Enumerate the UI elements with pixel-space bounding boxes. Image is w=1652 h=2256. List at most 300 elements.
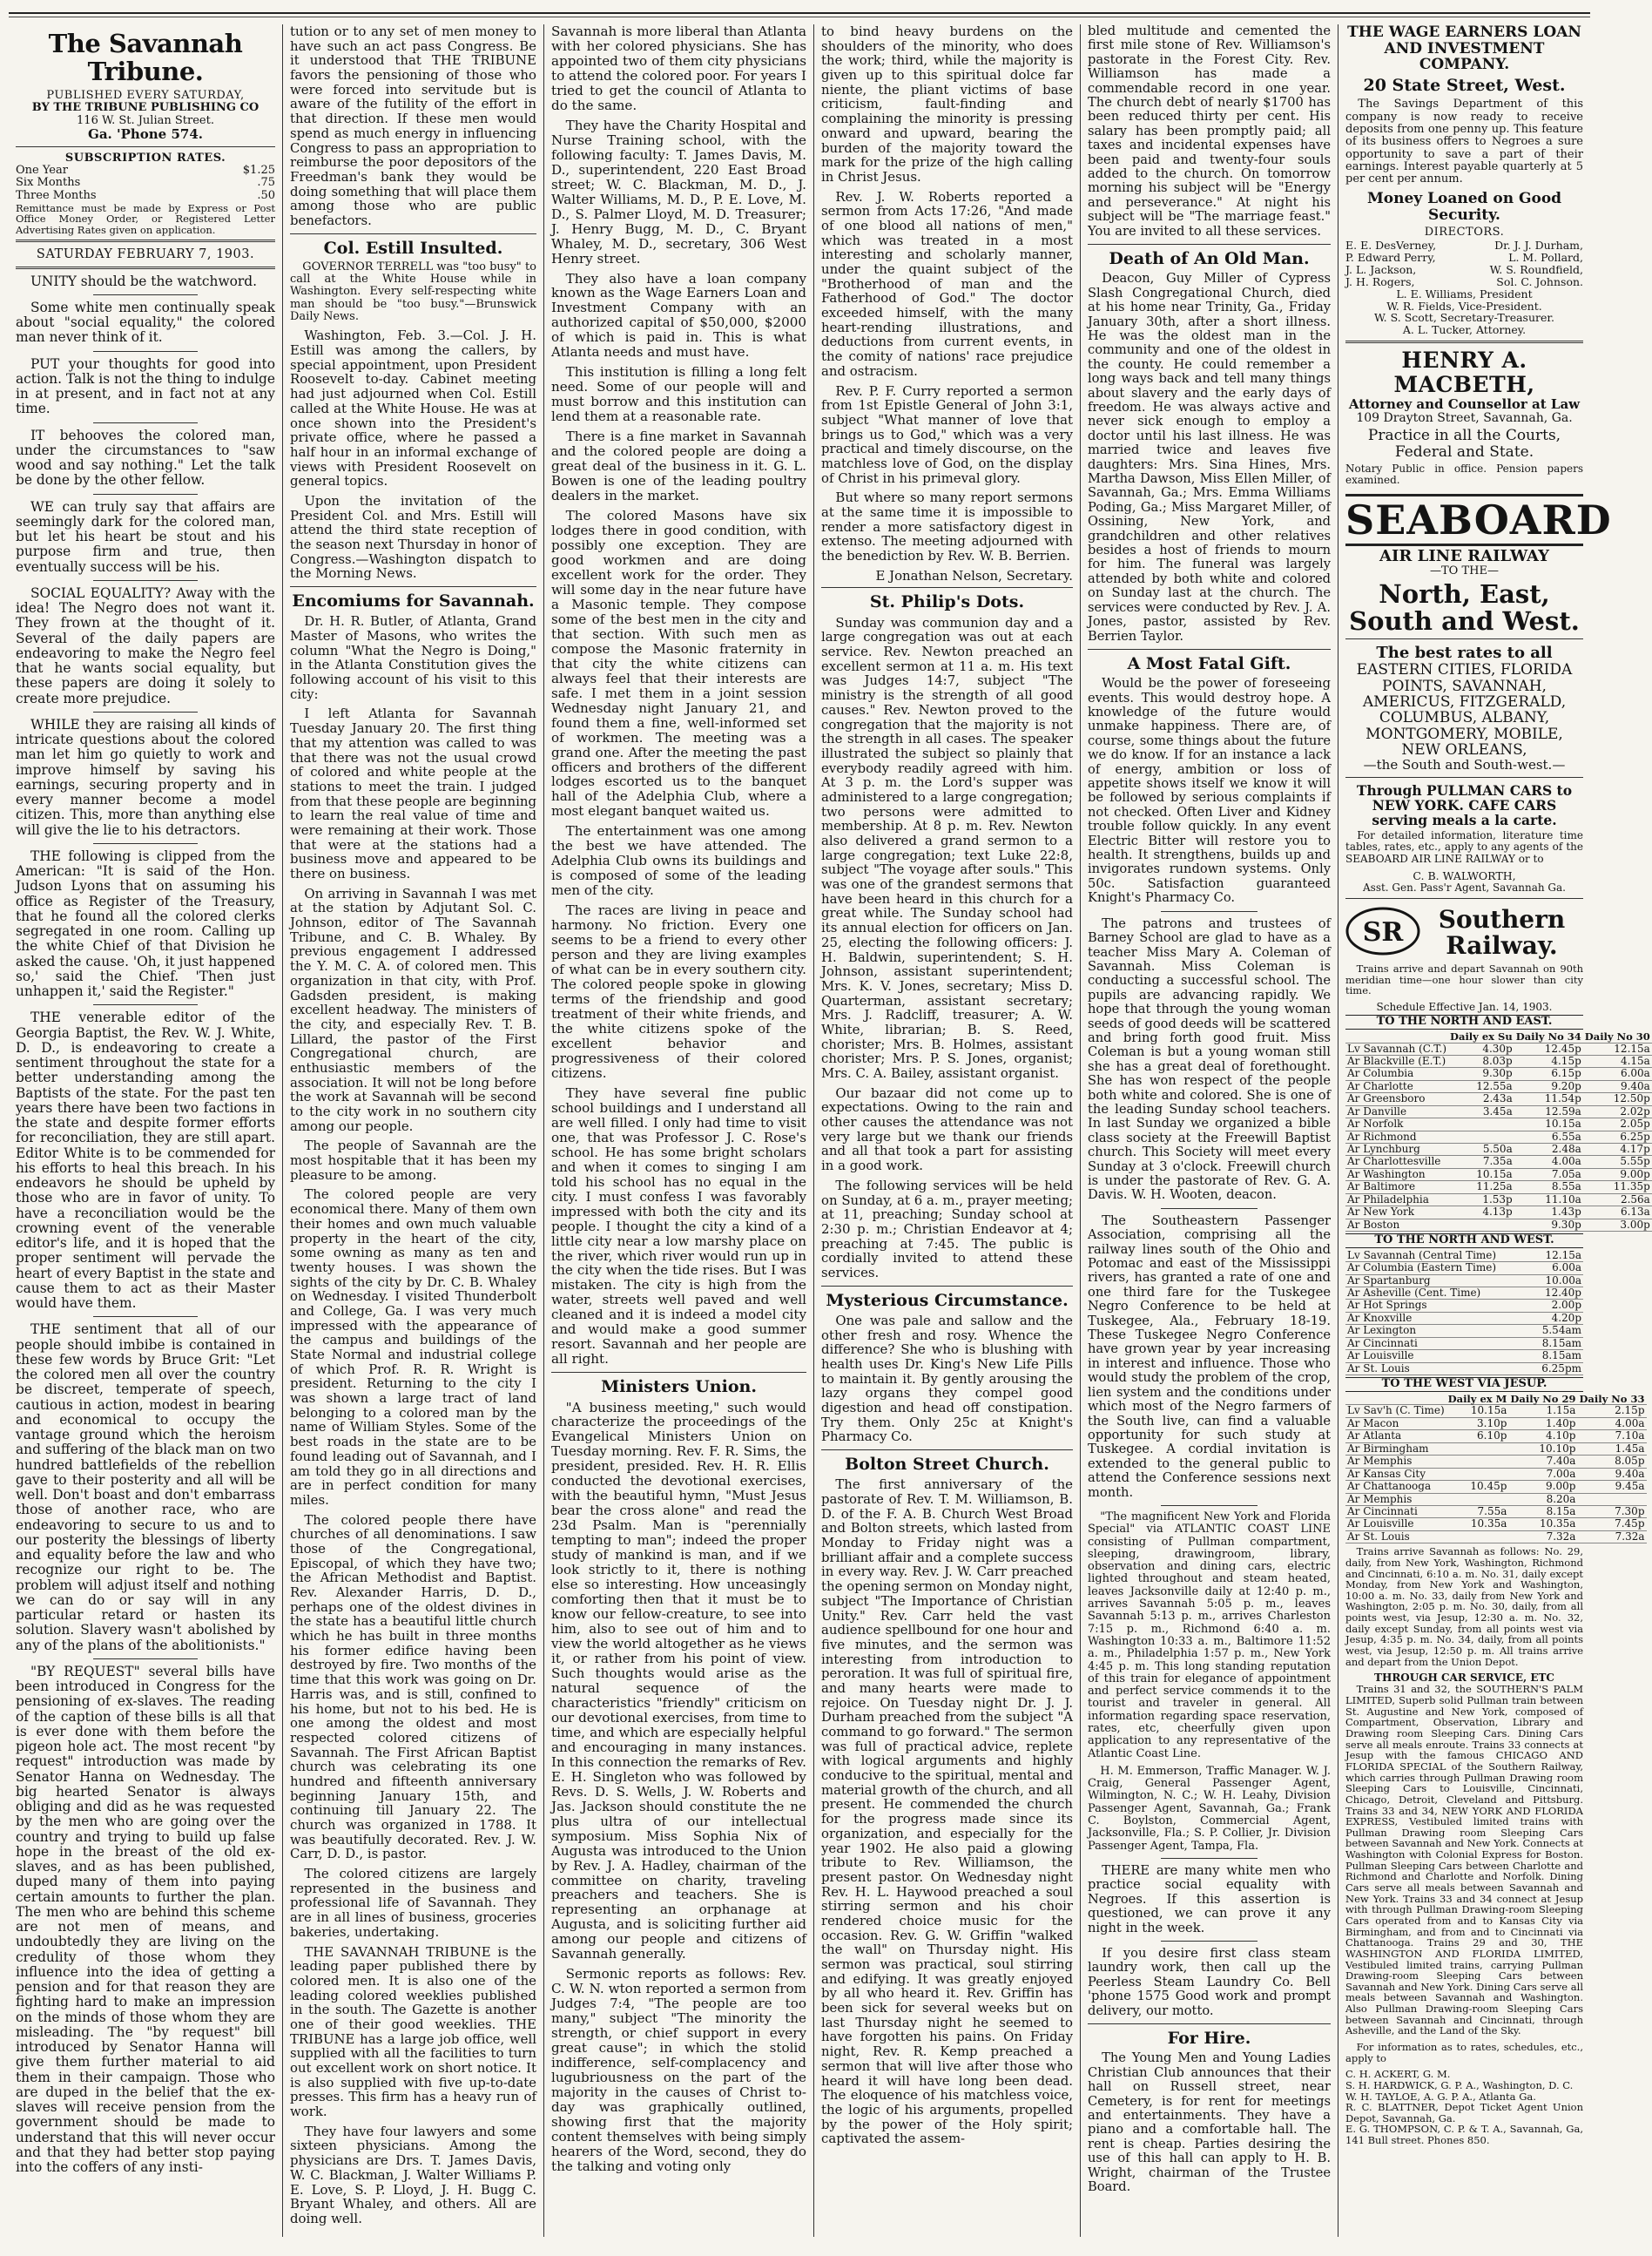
article-paragraph: Sermonic reports as follows: Rev. C. W. N. wton reported a sermon from Judges 7:4, "The people are too many," subject "The minority the strength, or chief support in every great cause"; in which the stolid indifference, self-complacency and lugubriousness on the part of the majority in the causes of Christ to-day was graphically outlined, showing first that the majority content themselves with being simply hearers of the Word, second, they do the talking and voting only	[551, 1966, 806, 2174]
schedule-column-header: Daily No 30	[1584, 1030, 1650, 1043]
macbeth-name: HENRY A. MACBETH,	[1393, 347, 1535, 397]
divider	[1161, 1505, 1258, 1506]
schedule-station: Ar Richmond	[1345, 1131, 1448, 1143]
schedule-station: Ar Danville	[1345, 1105, 1448, 1118]
article-paragraph: Sunday was communion day and a large congregation was out at each service. Rev. Newton preached an excellent sermon at 11 a. m. His text was Judges 14:7, subject "The ministry is the strength of all good causes." Rev. Newton proved to the congregation that the majority is not the strength in all cases. The speaker illustrated the subject so plainly that everybody readily agreed with him. At 3 p. m. the Lord's supper was administered to a large congregation; two persons were admitted to membership. At 8 p. m. Rev. Newton also delivered a grand sermon to a large congregation; text Luke 22:8, subject "The voyage after souls." This was one of the grandest sermons that have been heard in this church for a great while. The Sunday school had its annual election for officers on Jan. 25, electing the following officers: J. H. Baldwin, superintendent; S. H. Johnson, assistant superintendent; Mrs. K. V. Jones, secretary; Miss D. Quarterman, assistant secretary; Mrs. J. Radcliff, treasurer; A. W. White, librarian; B. S. Reed, chorister; Mrs. B. Holmes, assistant chorister; Mrs. P. S. Jones, organist; Mrs. C. A. Bailey, assistant organist.	[821, 614, 1073, 1082]
divider	[1345, 777, 1583, 778]
seaboard-pullman: Through PULLMAN CARS to NEW YORK. CAFE CARS serving meals a la carte.	[1356, 782, 1573, 829]
rate-label: Six Months	[16, 176, 81, 190]
schedule-station: Ar Memphis	[1345, 1493, 1446, 1505]
schedule-time: 4.30p	[1448, 1043, 1514, 1055]
schedule-station: Ar Spartanburg	[1345, 1274, 1531, 1287]
schedule-row	[1345, 1481, 1647, 1493]
schedule-row	[1345, 1530, 1647, 1543]
car-service-text: Trains 31 and 32, the SOUTHERN'S PALM LIMITED, Superb solid Pullman train between St. Augustine and New York, composed of Compartment, Observation, Library and Drawing room Sleeping Cars. Dining Cars serve all meals enroute. Trains 33 connects at Jesup with the famous CHICAGO AND FLORIDA SPECIAL of the Southern Railway, which carries through Pullman Drawing room Sleeping Cars to Louisville, Cincinnati, Chicago, Detroit, Cleveland and Pittsburg. Trains 33 and 34, NEW YORK AND FLORIDA EXPRESS, Vestibuled limited trains with Pullman Drawing room Sleeping Cars between Savannah and New York. Connects at Washington with Colonial Express for Boston. Pullman Sleeping Cars between Charlotte and Richmond and Charlotte and Norfolk. Dining Cars serve all meals between Savannah and New York. Trains 33 and 34 connect at Jesup with through Pullman Drawing-room Sleeping Cars operated from and to Kansas City via Birmingham, and from and to Cincinnati via Chattanooga. Trains 29 and 30, THE WASHINGTON AND FLORIDA LIMITED, Vestibuled limited trains, carrying Pullman Drawing-room Sleeping Cars between Savannah and New York. Dining Cars serve all meals between Savannah and Washington. Also Pullman Drawing-room Sleeping Cars between Savannah and Cincinnati, through Asheville, and the Land of the Sky.	[1345, 1683, 1583, 2037]
schedule-row	[1345, 1468, 1647, 1480]
article-paragraph: The colored people there have churches of all denominations. I saw those of the Congregational, Episcopal, of which they have two; the African Methodist and Baptist. Rev. Alexander Harris, D. D., perhaps one of the oldest divines in the state has a beautiful little church which he has built in three months his former edifice having been destroyed by fire. Two months of the time that this work was going on Dr. Harris was, and is still, confined to his home, but not to his bed. He is one among the oldest and most respected colored citizens of Savannah. The First African Baptist church was celebrating its one hundred and fifteenth anniversary beginning January 15th, and continuing till January 22. The church was organized in 1788. It was beautifully decorated. Rev. J. W. Carr, D. D., is pastor.	[290, 1511, 536, 1862]
divider	[1088, 2023, 1331, 2024]
schedule-row	[1345, 1156, 1652, 1168]
schedule-time: 9.00p	[1583, 1168, 1652, 1180]
schedule-row	[1345, 1250, 1583, 1262]
editorial-paragraph: IT behooves the colored man, under the circumstances to "saw wood and say nothing." Let the talk be done by the other fellow.	[16, 427, 275, 489]
seaboard-sub: —TO THE—	[1430, 564, 1499, 578]
schedule-row	[1345, 1168, 1652, 1180]
divider	[93, 494, 197, 495]
schedule-time: 7.10a	[1577, 1430, 1646, 1442]
schedule-station: Ar Kansas City	[1345, 1468, 1446, 1480]
masthead-published: PUBLISHED EVERY SATURDAY,	[46, 88, 245, 102]
macbeth-line: Attorney and Counsellor at Law	[1348, 395, 1581, 412]
divider	[1088, 244, 1331, 245]
wage-earners-street: 20 State Street, West.	[1363, 76, 1566, 96]
schedule-row	[1345, 1456, 1647, 1468]
schedule-time: 8.15am	[1531, 1337, 1583, 1349]
schedule-station: Ar Greensboro	[1345, 1093, 1448, 1105]
schedule-header-row	[1345, 1031, 1652, 1043]
article-paragraph: The first anniversary of the pastorate of Rev. T. M. Williamson, B. D. of the F. A. B. Church West Broad and Bolton streets, which lasted from Monday to Friday night was a brilliant affair and a complete success in every way. Rev. J. W. Carr preached the opening sermon on Monday night, subject "The Importance of Christian Unity." Rev. Carr held the vast audience spellbound for one hour and five minutes, and the sermon was interesting from introduction to peroration. It was full of spiritual fire, and many hearts were made to rejoice. On Tuesday night Dr. J. J. Durham preached from the subject "A command to go forward." The sermon was full of practical advice, replete with logical arguments and highly conducive to the spiritual, mental and material growth of the church, and all present. He commended the church for the progress made since its organization, and especially for the year 1902. He also paid a glowing tribute to Rev. Williamson, the present pastor. On Wednesday night Rev. H. L. Haywood preached a soul stirring sermon and his choir rendered choice music for the occasion. Rev. G. W. Griffin "walked the wall" on Thursday night. His sermon was practical, soul stirring and edifying. It was greatly enjoyed by all who heard it. Rev. Griffin has been sick for several weeks but on last Thursday night he seemed to have forgotten his pains. On Friday night, Rev. R. Kemp preached a sermon that will live after those who heard it will have long been dead. The eloquence of his matchless voice, the logic of his arguments, propelled by the power of the Holy spirit; captivated the assem-	[821, 1476, 1073, 2147]
schedule-time: 12.40p	[1531, 1287, 1583, 1299]
schedule-row	[1345, 1043, 1652, 1055]
rate-price: .75	[257, 176, 275, 190]
schedule-time: 2.02p	[1583, 1105, 1652, 1118]
article-paragraph: The colored Masons have six lodges there in good condition, with possibly one exception. They are good workmen and are doing excellent work for the order. They will some day in the near future have a Masonic temple. They compose some of the best men in the city and that section. With such men as compose the Masonic fraternity in that city the white citizens can always feel that their interests are safe. I met them in a joint session Wednesday night January 21, and found them a fine, well-informed set of workmen. The meeting was a grand one. After the meeting the past officers and brothers of the different lodges escorted us to the banquet hall of the Adelphia Club, where a most elegant banquet waited us.	[551, 508, 806, 820]
schedule-row	[1345, 1287, 1583, 1299]
schedule-time: 7.35a	[1448, 1156, 1514, 1168]
headline-bolton-street: Bolton Street Church.	[845, 1455, 1049, 1475]
editorial-paragraph: THE venerable editor of the Georgia Baptist, the Rev. W. J. White, D. D., is endeavoring to create a sentiment throughout the state for a better understanding among the Baptists of the state. For the past ten years there have been two factions in the state and despite former efforts for reconciliation, they are still apart. Editor White is to be commended for his efforts to heal this breach. In his endeavors he should be upheld by those who are in favor of unity. To have a reconciliation would be the crowning event of the venerable editor's life, and it is hoped that the proper sentiment will pervade the heart of every Baptist in the state and cause them to act as their Master would have them.	[16, 1010, 275, 1312]
macbeth-line: Practice in all the Courts, Federal and State.	[1367, 427, 1561, 462]
schedule-column-header	[1345, 1031, 1448, 1043]
schedule-time: 6.13a	[1583, 1206, 1652, 1219]
schedule-time	[1446, 1456, 1509, 1468]
schedule-time: 4.17p	[1583, 1144, 1652, 1156]
schedule-time: 11.54p	[1514, 1093, 1583, 1105]
divider	[821, 587, 1073, 588]
article-paragraph: Washington, Feb. 3.—Col. J. H. Estill was among the callers, by special appointment, upon President Roosevelt to-day. Cabinet meeting had just adjourned when Col. Estill called at the White House. He was at once shown into the President's private office, where he passed a half hour in an informal exchange of views with President Roosevelt on general topics.	[290, 328, 536, 490]
schedule-time: 12.50p	[1583, 1093, 1652, 1105]
headline-estill: Col. Estill Insulted.	[323, 238, 503, 258]
rates-note: Remittance must be made by Express or Post Office Money Order, or Registered Letter Advertising Rates given on application.	[16, 201, 275, 236]
schedule-station: Ar Louisville	[1345, 1350, 1531, 1362]
headline-encomiums: Encomiums for Savannah.	[292, 591, 535, 611]
schedule-row	[1345, 1405, 1647, 1417]
schedule-time: 10.15a	[1448, 1168, 1514, 1180]
article-paragraph: I left Atlanta for Savannah Tuesday January 20. The first thing that my attention was called to was that there was not the usual crowd of colored and white people at the stations to meet the train. I judged from that these people are beginning to learn the real value of time and were remaining at their work. Those that were at the stations had a business move and appeared to be there on business.	[290, 706, 536, 882]
schedule-row	[1345, 1055, 1652, 1067]
editorial-paragraph: THE following is clipped from the American: "It is said of the Hon. Judson Lyons that on assuming his office as Register of the Treasury, that he found all the colored clerks segregated in one room. Calling up the white Chief of that Division he asked the cause. 'Oh, it just happened so,' said the Chief. 'Then just unhappen it,' said the Register."	[16, 848, 275, 1000]
divider	[93, 1004, 197, 1005]
schedule-row	[1345, 1300, 1583, 1312]
schedule-row	[1345, 1274, 1583, 1287]
schedule-row	[1345, 1131, 1652, 1143]
column-6-ads	[1338, 24, 1650, 2237]
schedule-time: 7.32a	[1508, 1530, 1577, 1543]
officer-line: W. R. Fields, Vice-President.	[1386, 299, 1542, 313]
schedule-column-header: Daily ex M	[1447, 1392, 1507, 1405]
schedule-station: Ar Columbia	[1345, 1068, 1448, 1080]
schedule-station: Ar New York	[1345, 1206, 1448, 1219]
schedule-time: 5.55p	[1583, 1156, 1652, 1168]
article-quote: GOVERNOR TERRELL was "too busy" to call at the White House while in Washington. Every self-respecting white man should be "too busy."—Brunswick Daily News.	[290, 260, 536, 324]
directors-label: DIRECTORS.	[1424, 226, 1505, 240]
article-paragraph: They have several fine public school buildings and I understand all are well filled. I only had time to visit one, that was Professor J. C. Rose's school. He has some bright scholars and when it comes to singing I am told his school has no equal in the city. I must confess I was favorably impressed with both the city and its people. I thought the city a kind of a little city near a low marshy place on the river, which river would run up in the city when the tide rises. But I was mistaken. The city is high from the water, streets well paved and well cleaned and it is indeed a model city and would make a good summer resort. Savannah and her people are all right.	[551, 1084, 806, 1368]
top-rule	[9, 12, 1590, 14]
schedule-west	[1345, 1394, 1647, 1544]
seaboard-agent: C. B. WALWORTH,	[1413, 868, 1516, 882]
schedule-time: 9.45a	[1577, 1481, 1646, 1493]
schedule-row	[1345, 1118, 1652, 1131]
schedule-station: Ar St. Louis	[1345, 1530, 1446, 1543]
schedule-north-east	[1345, 1031, 1652, 1232]
column-1	[9, 24, 282, 2237]
schedule-row	[1345, 1105, 1652, 1118]
divider	[16, 146, 275, 147]
divider	[290, 233, 536, 234]
divider	[93, 1658, 197, 1659]
headline-ministers-union: Ministers Union.	[601, 1377, 757, 1397]
article-paragraph: Deacon, Guy Miller of Cypress Slash Congregational Church, died at his home near Trinity, Ga., Friday January 30th, after a short illness. He was the oldest man in the community and one of the oldest in the county. He could remember a long ways back and tell many things about slavery and the early days of freedom. He was always active and never sick enough to employ a doctor until his last illness. He was married twice and leaves five daughters: Mrs. Sina Hines, Mrs. Martha Dawson, Miss Ellen Miller, of Savannah, Ga.; Mrs. Emma Williams Poding, Ga.; Miss Margaret Miller, of Ossining, New York, and grandchildren and other relatives besides a host of friends to mourn for him. The funeral was largely attended by both white and colored on Sunday last at the church. The services were conducted by Rev. J. A. Jones, pastor, assisted by Rev. Berrien Taylor.	[1088, 271, 1331, 644]
schedule-time: 7.05a	[1514, 1168, 1583, 1180]
schedule-time: 7.00a	[1508, 1468, 1577, 1480]
article-paragraph: On arriving in Savannah I was met at the station by Adjutant Sol. C. Johnson, editor of The Savannah Tribune, and C. B. Whaley. By previous engagement I addressed the Y. M. C. A. of colored men. This organization in that city, with Prof. Gadsden president, is making excellent headway. The ministers of the city, and especially Rev. T. B. Lillard, the pastor of the First Congregational church, are enthusiastic members of the association. It will not be long before the work at Savannah will be second to the city work in no southern city among our people.	[290, 885, 536, 1134]
schedule-heading: TO THE NORTH AND EAST.	[1345, 1015, 1583, 1030]
article-paragraph: bled multitude and cemented the first mile stone of Rev. Williamson's pastorate in the Forest City. Rev. Williamson has made a commendable record in one year. The church debt of nearly $1700 has been reduced thirty per cent. His salary has been promptly paid; all taxes and incidental expenses have been paid and twenty-four souls added to the church. On tomorrow morning his subject will be "Energy and perseverance." At night his subject will be "The marriage feast." You are invited to all these services.	[1088, 24, 1331, 239]
column-2	[282, 24, 543, 2237]
divider	[821, 1286, 1073, 1287]
southern-effective: Schedule Effective Jan. 14, 1903.	[1376, 1000, 1553, 1013]
schedule-station: Lv Savannah (C.T.)	[1347, 1042, 1447, 1055]
dateline: SATURDAY FEBRUARY 7, 1903.	[36, 247, 255, 262]
divider	[1345, 341, 1583, 343]
schedule-time: 11.35p	[1583, 1181, 1652, 1193]
schedule-row	[1345, 1350, 1583, 1362]
article-paragraph: The following services will be held on Sunday, at 6 a. m., prayer meeting; at 11, preaching; Sunday school at 2:30 p. m.; Christian Endeavor at 4; preaching at 7:45. The public is cordially invited to attend these services.	[821, 1177, 1073, 1280]
schedule-time: 2.56a	[1583, 1193, 1652, 1206]
schedule-column-header: Daily No 34	[1515, 1030, 1581, 1043]
editorial-paragraph: WHILE they are raising all kinds of intricate questions about the colored man let him go quietly to work and improve himself by saving his earnings, securing property and in every manner become a model citizen. This, more than anything else will give the lie to his detractors.	[16, 716, 275, 838]
divider	[1161, 1858, 1258, 1859]
schedule-station: Ar St. Louis	[1345, 1362, 1531, 1375]
schedule-time: 9.30p	[1448, 1068, 1514, 1080]
divider	[93, 294, 197, 295]
schedule-time	[1446, 1530, 1509, 1543]
schedule-column-header: Daily ex Su	[1450, 1030, 1513, 1043]
article-paragraph: If you desire first class steam laundry work, then call up the Peerless Steam Laundry Co. Bell 'phone 1575 Good work and prompt delivery, our motto.	[1088, 1945, 1331, 2018]
schedule-row	[1345, 1181, 1652, 1193]
schedule-time	[1446, 1442, 1509, 1455]
schedule-time: 4.20p	[1531, 1312, 1583, 1324]
editorial-paragraph: "BY REQUEST" several bills have been introduced in Congress for the pensioning of ex-slaves. The reading of the caption of these bills is all that is ever done with them before the pigeon hole act. The most recent "by request" introduction was made by Senator Hanna on Wednesday. The big hearted Senator is always obliging and did as he was requested by the men who are going over the country and trying to build up false hope in the breast of the old ex-slaves, and as has been published, duped many of them into paying certain amounts to further the plan. The men who are behind this scheme are not men of means, and undoubtedly they are living on the credulity of those whom they influence into the idea of getting a pension and for that reason they are fighting hard to make an impression on the minds of those whom they are misleading. The "by request" bill introduced by Senator Hanna will give them further material to aid them in their campaign. Those who are duped in the belief that the ex-slaves will receive pension from the government should be made to understand that this will never occur and that they had better stop paying into the coffers of any insti-	[16, 1663, 275, 2176]
schedule-column-header: Daily No 29	[1510, 1392, 1576, 1405]
schedule-time: 5.50a	[1448, 1144, 1514, 1156]
divider	[551, 1372, 806, 1373]
schedule-station: Ar Cincinnati	[1345, 1337, 1531, 1349]
schedule-time: 6.55a	[1514, 1131, 1583, 1143]
article-paragraph: There is a fine market in Savannah and the colored people are doing a great deal of the business in it. G. L. Bowen is one of the leading poultry dealers in the market.	[551, 429, 806, 504]
schedule-time: 11.25a	[1448, 1181, 1514, 1193]
rate-row	[16, 190, 275, 203]
director-row	[1345, 252, 1583, 264]
contact-line: E. G. THOMPSON, C. P. & T. A., Savannah, Ga, 141 Bull street. Phones 850.	[1345, 2123, 1583, 2147]
director-row	[1345, 276, 1583, 288]
article-paragraph: They also have a loan company known as the Wage Earners Loan and Investment Company with an authorized capital of $50,000, $2000 of which is paid in. This is what Atlanta needs and must have.	[551, 270, 806, 361]
seaboard-title: SEABOARD	[1345, 494, 1583, 546]
schedule-time: 1.45a	[1577, 1442, 1646, 1455]
editorial-paragraph: WE can truly say that affairs are seemingly dark for the colored man, but let his heart be stout and his purpose firm and true, then eventually success will be his.	[16, 498, 275, 575]
schedule-time: 2.05p	[1583, 1118, 1652, 1131]
seaboard-southwest: —the South and South-west.—	[1363, 757, 1566, 773]
schedule-time: 10.35a	[1446, 1518, 1509, 1530]
secretary-signature: E Jonathan Nelson, Secretary.	[875, 567, 1073, 584]
macbeth-line: 109 Drayton Street, Savannah, Ga.	[1356, 410, 1573, 425]
schedule-station: Ar Chattanooga	[1345, 1481, 1446, 1493]
schedule-time: 10.10p	[1508, 1442, 1577, 1455]
headline-for-hire: For Hire.	[1167, 2029, 1251, 2049]
schedule-time: 1.53p	[1448, 1193, 1514, 1206]
rates-heading: SUBSCRIPTION RATES.	[64, 151, 226, 165]
contact-list	[1345, 2069, 1583, 2145]
schedule-row	[1345, 1093, 1652, 1105]
schedule-time: 8.05p	[1577, 1456, 1646, 1468]
schedule-row	[1345, 1362, 1583, 1375]
schedule-row	[1345, 1219, 1652, 1231]
schedule-row	[1345, 1206, 1652, 1219]
schedule-station: Ar Charlottesville	[1345, 1156, 1448, 1168]
divider	[93, 1316, 197, 1317]
article-paragraph: They have the Charity Hospital and Nurse Training school, with the following faculty: T. James Davis, M. D., superintendent, 220 East Broad street; W. C. Blackman, M. D., J. Walter Williams, M. D., P. E. Love, M. D., S. Palmer Lloyd, M. D. Treasurer; J. Henry Bugg, M. D., C. Bryant Whaley, M. D., secretary, 306 West Henry street.	[551, 117, 806, 267]
schedule-time: 4.00a	[1514, 1156, 1583, 1168]
director-name: J. L. Jackson,	[1345, 262, 1417, 276]
schedule-time: 2.48a	[1514, 1144, 1583, 1156]
schedule-time: 10.00a	[1531, 1274, 1583, 1287]
schedule-time	[1446, 1468, 1509, 1480]
article-paragraph: Our bazaar did not come up to expectations. Owing to the rain and other causes the attendance was not very large but we thank our friends and all that took a part for assisting in a good work.	[821, 1084, 1073, 1174]
divider	[1161, 911, 1258, 912]
column-3	[543, 24, 813, 2237]
schedule-station: Ar Memphis	[1345, 1456, 1446, 1468]
schedule-station: Ar Washington	[1345, 1168, 1448, 1180]
seaboard-destinations: North, East, South and West.	[1349, 579, 1580, 636]
column-5	[1080, 24, 1338, 2237]
seaboard-sub: AIR LINE RAILWAY	[1379, 546, 1549, 565]
divider	[16, 240, 275, 242]
article-paragraph: tution or to any set of men money to have such an act pass Congress. Be it understood that THE TRIBUNE favors the pensioning of those who were forced into servitude but is aware of the futility of the effort in that direction. If these men would spend as much energy in influencing Congress to pass an appropriation to reimburse the poor depositors of the Freedman's bank they would be doing something that will place them among those who are public benefactors.	[290, 24, 536, 228]
schedule-row	[1345, 1505, 1647, 1517]
masthead-publisher: BY THE TRIBUNE PUBLISHING CO	[31, 101, 260, 115]
headline-fatal-gift: A Most Fatal Gift.	[1127, 653, 1291, 673]
schedule-time: 1.15a	[1508, 1405, 1577, 1417]
schedule-time: 10.15a	[1514, 1118, 1583, 1131]
editorial-paragraph: Some white men continually speak about "social equality," the colored man never think of it.	[16, 299, 275, 346]
southern-railway-logo-icon	[1345, 906, 1420, 960]
article-paragraph: The entertainment was one among the best we have attended. The Adelphia Club owns its buildings and is composed of some of the leading men of the city.	[551, 823, 806, 899]
article-paragraph: "A business meeting," such would characterize the proceedings of the Evangelical Ministers Union on Tuesday morning. Rev. F. R. Sims, the president, presided. Rev. H. R. Ellis conducted the devotional exercises, with the beautiful hymn, "Must Jesus bear the cross alone" and read the 23d Psalm. Man is "perennially tempting to man"; indeed the proper study of mankind is man, and if we look strictly to it, there is nothing else so interesting. How unceasingly comforting then that it must be to know our fellow-creature, to see into him, also to see out of him and to view the world altogether as he views it, or rather from his point of view. Such thoughts would arise as the natural sequence of the characteristics "friendly" criticism on our devotional exercises, from time to time, and which are especially helpful and encouraging in many instances. In this connection the remarks of Rev. E. H. Singleton who was followed by Revs. D. S. Wells, J. W. Roberts and Jas. Jackson should constitute the ne plus ultra of our intellectual symposium. Miss Sophia Nix of Augusta was introduced to the Union by Rev. J. A. Hadley, chairman of the committee on charity, traveling preachers and teachers. She is representing an orphanage at Augusta, and is soliciting further aid among our people and citizens of Savannah generally.	[551, 1399, 806, 1962]
article-paragraph: to bind heavy burdens on the shoulders of the minority, who does the work; third, while the majority is given up to this spiritual dolce far niente, the pliant victims of base criticism, fault-finding and complaining the minority is pressing onward and upward, bearing the burden of the majority toward the mark for the prize of the high calling in Christ Jesus.	[821, 24, 1073, 185]
article-paragraph: The people of Savannah are the most hospitable that it has been my pleasure to be among.	[290, 1138, 536, 1183]
schedule-row	[1345, 1417, 1647, 1429]
directors-table	[1345, 240, 1583, 288]
schedule-time: 6.15p	[1514, 1068, 1583, 1080]
schedule-station: Ar Norfolk	[1345, 1118, 1448, 1131]
schedule-time: 1.40p	[1508, 1417, 1577, 1429]
schedule-time: 8.20a	[1508, 1493, 1577, 1505]
masthead-title: The Savannah Tribune.	[48, 29, 243, 87]
schedule-time: 5.54am	[1531, 1325, 1583, 1337]
southern-railway-title	[1420, 907, 1583, 958]
schedule-row	[1345, 1493, 1647, 1505]
seaboard-points: EASTERN CITIES, FLORIDA POINTS, SAVANNAH, AMERICUS, FITZGERALD, COLUMBUS, ALBANY, MONTGOMERY, MOBILE, NEW ORLEANS,	[1356, 661, 1573, 759]
schedule-row	[1345, 1068, 1652, 1080]
editorial-paragraph: PUT your thoughts for good into action. Talk is not the thing to indulge in at present, and in fact not at any time.	[16, 355, 275, 417]
wage-earners-money: Money Loaned on Good Security.	[1366, 190, 1562, 225]
schedule-time: 8.03p	[1448, 1055, 1514, 1067]
schedule-row	[1345, 1518, 1647, 1530]
schedule-time: 2.43a	[1448, 1093, 1514, 1105]
article-paragraph: Savannah is more liberal than Atlanta with her colored physicians. She has appointed two of them city physicians to attend the colored poor. For years I tried to get the council of Atlanta to do the same.	[551, 24, 806, 113]
article-paragraph: Dr. H. R. Butler, of Atlanta, Grand Master of Masons, who writes the column "What the Negro is Doing," in the Atlanta Constitution gives the following account of his visit to this city:	[290, 613, 536, 702]
rate-row	[16, 177, 275, 190]
article-paragraph: They have four lawyers and some sixteen physicians. Among the physicians are Drs. T. James Davis, W. C. Blackman, J. Walter Williams P. E. Love, S. P. Lloyd, J. H. Bugg C. Bryant Whaley, and others. All are doing well.	[290, 2123, 536, 2226]
schedule-row	[1345, 1430, 1647, 1442]
director-name: W. S. Roundfield,	[1489, 262, 1583, 276]
schedule-row	[1345, 1325, 1583, 1337]
director-name: P. Edward Perry,	[1345, 250, 1436, 264]
article-paragraph: The Southeastern Passenger Association, comprising all the railway lines south of the Ohio and Potomac and east of the Mississippi rivers, has granted a rate of one and one third fare for the Tuskegee Negro Conference to be held at Tuskegee, Ala., February 18-19. These Tuskegee Negro Conference have grown year by year increasing in interest and influence. Those who would study the problem of the crop, lien system and the conditions under which most of the Negro farmers of the South live, can find a valuable opportunity for such study at Tuskegee. A cordial invitation is extended to the general public to attend the Conference sessions next month.	[1088, 1212, 1331, 1500]
director-row	[1345, 240, 1583, 252]
masthead-phone: Ga. 'Phone 574.	[88, 125, 203, 142]
schedule-station: Ar Columbia (Eastern Time)	[1345, 1262, 1531, 1274]
divider	[1161, 1208, 1258, 1209]
rate-label: One Year	[16, 163, 68, 177]
rates-table	[16, 165, 275, 203]
schedule-time: 12.55a	[1448, 1080, 1514, 1092]
schedule-time: 2.15p	[1577, 1405, 1646, 1417]
schedule-time: 3.10p	[1446, 1417, 1509, 1429]
schedule-time: 7.40a	[1508, 1456, 1577, 1468]
schedule-time: 7.45p	[1577, 1518, 1646, 1530]
schedule-row	[1345, 1144, 1652, 1156]
headline-death-old-man: Death of An Old Man.	[1109, 249, 1310, 269]
schedule-row	[1345, 1262, 1583, 1274]
schedule-time: 2.00p	[1531, 1300, 1583, 1312]
article-paragraph: Would be the power of foreseeing events. This would destroy hope. A knowledge of the future would unmake happiness. There are, of course, some things about the future we do know. If for an instance a lack of energy, ambition or loss of appetite shows itself we know it will be followed by serious complaints if not checked. Often Liver and Kidney trouble follow quickly. In any event Electric Bitter will restore you to health. It strengthens, builds up and invigorates rundown systems. Only 50c. Satisfaction guaranteed Knight's Pharmacy Co.	[1088, 676, 1331, 906]
schedule-time	[1448, 1118, 1514, 1131]
article-paragraph: This institution is filling a long felt need. Some of our people will and must borrow and this institution can lend them at a reasonable rate.	[551, 364, 806, 425]
schedule-row	[1345, 1312, 1583, 1324]
director-row	[1345, 264, 1583, 276]
article-paragraph: The patrons and trustees of Barney School are glad to have as a teacher Miss Mary A. Coleman of Savannah. Miss Coleman is conducting a successful school. The pupils are advancing rapidly. We hope that through the young woman seeds of good deeds will be scattered and bring forth good fruit. Miss Coleman is but a young woman still she has a great deal of forethought. She has won respect of the people both white and colored. She is one of the leading Sunday school teachers. In last Sunday we organized a bible class society at the Freewill Baptist church. This Society will meet every Sunday at 3 o'clock. Freewill church is under the pastorate of Rev. G. A. Davis. W. H. Wooten, deacon.	[1088, 915, 1331, 1203]
director-name: J. H. Rogers,	[1345, 274, 1415, 288]
schedule-column-header	[1345, 1394, 1446, 1405]
editorial-paragraph: THE sentiment that all of our people should imbibe is contained in these few words by Bruce Grit: "Let the colored men all over the country be discreet, temperate of speech, cautious in action, modest in bearing and economical to occupy the vantage ground which the heroism and suffering of the black man on two hundred battlefields of the rebellion gave to their posterity and all will be well. Don't boast and don't embarrass those of another race, who are endeavoring to secure to us and to our posterity the blessings of liberty and equality before the law and who recognize our right to be. The problem will adjust itself and nothing we can do or say will in any particular retard or hasten its solution. Slavery wasn't abolished by any of the plans of the abolitionists."	[16, 1321, 275, 1653]
editorial-paragraph: UNITY should be the watchword.	[30, 273, 257, 289]
schedule-time: 10.35a	[1508, 1518, 1577, 1530]
director-name: Dr. J. J. Durham,	[1494, 238, 1583, 252]
director-name: L. M. Pollard,	[1508, 250, 1583, 264]
schedule-time: 9.30p	[1514, 1219, 1583, 1231]
schedule-heading: TO THE NORTH AND WEST.	[1345, 1233, 1583, 1248]
divider	[93, 580, 197, 581]
schedule-north-west	[1345, 1250, 1583, 1375]
schedule-column-header: Daily No 33	[1579, 1392, 1645, 1405]
schedule-row	[1345, 1442, 1647, 1455]
article-paragraph: Rev. P. F. Curry reported a sermon from 1st Epistle General of John 3:1, subject "What manner of love that brings us to God," which was a very practical and timely discourse, on the matchless love of God, on the display of Christ in his primeval glory.	[821, 382, 1073, 486]
officer-line: L. E. Williams, President	[1396, 287, 1533, 301]
director-name: Sol. C. Johnson.	[1496, 274, 1583, 288]
rate-row	[16, 165, 275, 178]
contact-intro: For information as to rates, schedules, etc., apply to	[1345, 2040, 1583, 2064]
schedule-time: 10.15a	[1446, 1405, 1509, 1417]
schedule-time: 6.25pm	[1531, 1362, 1583, 1375]
divider	[93, 351, 197, 352]
contact-line: S. H. HARDWICK, G. P. A., Washington, D. C.	[1345, 2078, 1574, 2091]
schedule-station: Ar Asheville (Cent. Time)	[1345, 1287, 1531, 1299]
column-4	[813, 24, 1080, 2237]
divider	[1345, 638, 1583, 639]
schedule-station: Ar Lexington	[1345, 1325, 1531, 1337]
contact-line: C. H. ACKERT, G. M.	[1345, 2068, 1451, 2081]
rate-price: $1.25	[242, 163, 275, 177]
divider	[1345, 898, 1583, 899]
schedule-time: 7.32a	[1577, 1530, 1646, 1543]
schedule-time: 10.45p	[1446, 1481, 1509, 1493]
schedule-time	[1448, 1219, 1514, 1231]
director-name: E. E. DesVerney,	[1345, 238, 1437, 252]
article-paragraph: One was pale and sallow and the other fresh and rosy. Whence the difference? She who is blushing with health uses Dr. King's New Life Pills to maintain it. By gently arousing the lazy organs they compel good digestion and head off constipation. Try them. Only 25c at Knight's Pharmacy Co.	[821, 1312, 1073, 1445]
schedule-time: 6.25p	[1583, 1131, 1652, 1143]
divider	[821, 1449, 1073, 1450]
editorial-paragraph: SOCIAL EQUALITY? Away with the idea! The Negro does not want it. They frown at the thought of it. Several of the daily papers are endeavoring to make the Negro feel that he wants social equality, but these papers are doing it solely to create more prejudice.	[16, 584, 275, 706]
schedule-heading: TO THE WEST VIA JESUP.	[1345, 1377, 1583, 1392]
schedule-time: 12.15a	[1531, 1250, 1583, 1262]
divider	[1088, 649, 1331, 650]
rate-price: .50	[257, 189, 275, 203]
headline-mysterious: Mysterious Circumstance.	[826, 1290, 1069, 1310]
schedule-time: 7.30p	[1577, 1505, 1646, 1517]
schedule-station: Ar Philadelphia	[1345, 1193, 1448, 1206]
schedule-station: Ar Louisville	[1345, 1518, 1446, 1530]
schedule-station: Ar Birmingham	[1345, 1442, 1446, 1455]
divider	[290, 586, 536, 587]
schedule-station: Ar Charlotte	[1345, 1080, 1448, 1092]
schedule-station: Ar Baltimore	[1345, 1181, 1448, 1193]
schedule-time: 9.40a	[1577, 1468, 1646, 1480]
article-paragraph: Rev. J. W. Roberts reported a sermon from Acts 17:26, "And made of one blood all nations of men," which was treated in a most interesting and scholarly manner, under the quaint subject of the "Brotherhood of man and the Fatherhood of God." The doctor exceeded himself, with the many heart-rending illustrations, and deductions from current events, in the comity of nations' race prejudice and ostracism.	[821, 188, 1073, 379]
schedule-row	[1345, 1193, 1652, 1206]
masthead-address: 116 W. St. Julian Street.	[77, 113, 214, 127]
schedule-time: 11.10a	[1514, 1193, 1583, 1206]
wage-earners-title: THE WAGE EARNERS LOAN AND INVESTMENT COMPANY.	[1347, 24, 1581, 74]
article-paragraph: The Young Men and Young Ladies Christian Club announces that their hall on Russell street, near Cemetery, is for rent for meetings and entertainments. They have a piano and a comfortable hall. The rent is cheap. Parties desiring the use of this hall can apply to H. B. Wright, chairman of the Trustee Board.	[1088, 2050, 1331, 2194]
schedule-time: 4.10p	[1508, 1430, 1577, 1442]
officer-line: W. S. Scott, Secretary-Treasurer.	[1374, 311, 1554, 325]
article-paragraph: THE SAVANNAH TRIBUNE is the leading paper published there by colored men. It is also one of the leading colored weeklies published in the south. The Gazette is another one of their good weeklies. THE TRIBUNE has a large job office, well supplied with all the facilities to turn out excellent work on short notice. It is also supplied with five up-to-date presses. This firm has a heavy run of work.	[290, 1943, 536, 2120]
schedule-time: 4.15a	[1583, 1055, 1652, 1067]
divider	[93, 843, 197, 844]
article-paragraph: The races are living in peace and harmony. No friction. Every one seems to be a friend to every other person and they are living examples of what can be in every southern city. The colored people spoke in glowing terms of the friendship and good treatment of their white friends, and the white citizens spoke of the excellent behavior and progressiveness of their colored citizens.	[551, 902, 806, 1081]
schedule-time: 4.00a	[1577, 1417, 1646, 1429]
schedule-station: Lv Savannah (Central Time)	[1345, 1250, 1531, 1262]
schedule-time: 8.55a	[1514, 1181, 1583, 1193]
southern-notes: Trains arrive Savannah as follows: No. 29, daily, from New York, Washington, Richmond and Cincinnati, 6:10 a. m. No. 31, daily except Monday, from New York and Washington, 10:00 a. m. No. 33, daily from New York and Washington, 2:05 p. m. No. 30, daily, from all points west, via Jesup, 12:30 a. m. No. 32, daily except Sunday, from all points west via Jesup, 4:35 p. m. No. 34, daily, from all points west, via Jesup, 12:50 p. m. All trains arrive and depart from the Union Depot.	[1345, 1545, 1583, 1668]
schedule-row	[1345, 1080, 1652, 1092]
contact-line: R. C. BLATTNER, Depot Ticket Agent Union Depot, Savannah, Ga.	[1345, 2101, 1583, 2124]
schedule-time: 8.15am	[1531, 1350, 1583, 1362]
wage-earners-body: The Savings Department of this company is now ready to receive deposits from one penny up. This feature of its business offers to Negroes a sure opportunity to save a part of their earnings. Interest payable quarterly at 5 per cent per annum.	[1345, 98, 1583, 186]
article-paragraph: The colored people are very economical there. Many of them own their homes and own much valuable property in the heart of the city, some owning as many as ten and twenty houses. I was shown the sights of the city by Dr. C. B. Whaley on Wednesday. I visited Thunderbolt and College, Ga. I was very much impressed with the appearance of the campus and buildings of the State Normal and industrial college of which Prof. R. R. Wright is president. Returning to the city I was shown a large tract of land belonging to a colored man by the name of William Styles. Some of the best roads in the state are to be found leading out of Savannah, and I am told they go in all directions and are in perfect condition for many miles.	[290, 1186, 536, 1508]
schedule-time: 1.43p	[1514, 1206, 1583, 1219]
article-paragraph: "The magnificent New York and Florida Special" via ATLANTIC COAST LINE consisting of Pullman compartment, sleeping, drawingroom, library, observation and dining cars, electric lighted throughout and steam heated, leaves Jacksonville daily at 12:40 p. m., arrives Savannah 5:05 p. m., leaves Savannah 5:13 p. m., arrives Charleston 7:15 p. m., Richmond 6:40 a. m. Washington 10:33 a. m., Baltimore 11:52 a. m., Philadelphia 1:57 p. m., New York 4:45 p. m. This long standing reputation of this train for elegance of appointment and perfect service commends it to the tourist and traveler in general. All information regarding space reservation, rates, etc, cheerfully given upon application to any representative of the Atlantic Coast Line.	[1088, 1510, 1331, 1760]
